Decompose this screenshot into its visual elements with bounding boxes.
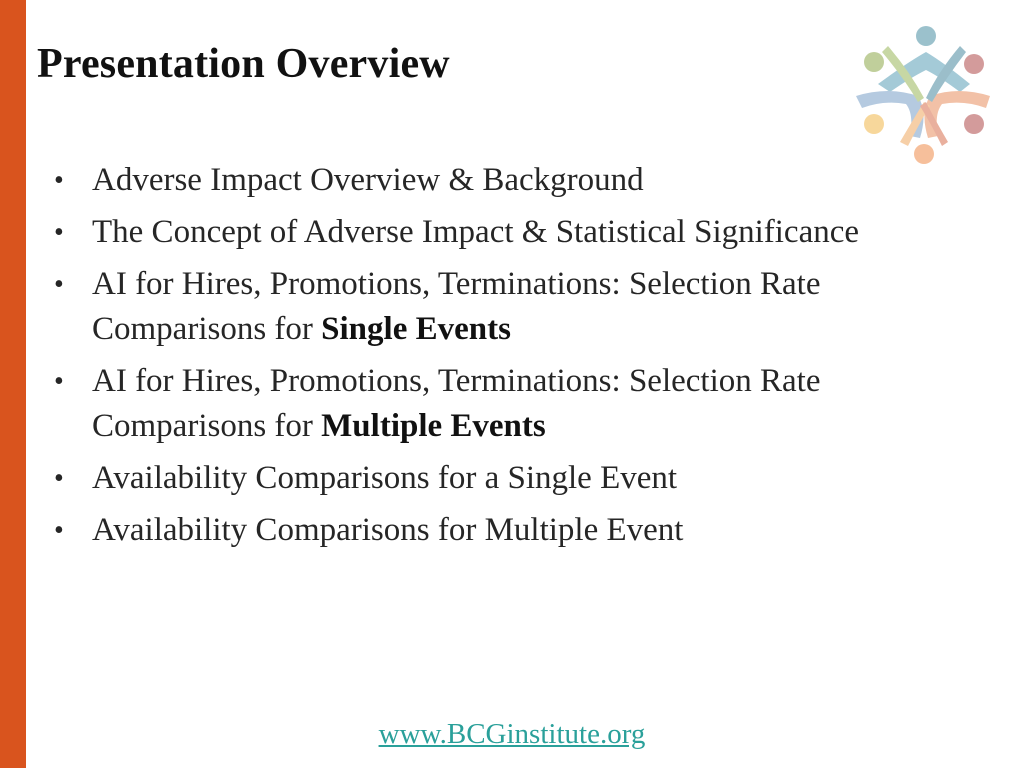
people-circle-logo-icon xyxy=(848,22,998,168)
bullet-dot: • xyxy=(54,463,64,494)
bullet-item xyxy=(52,508,982,553)
bullet-dot: • xyxy=(54,366,64,397)
bullet-text: Availability Comparisons for a Single Event xyxy=(92,460,678,496)
website-link[interactable]: www.BCGinstitute.org xyxy=(378,718,646,750)
bullet-text: Adverse Impact Overview & Background xyxy=(92,162,644,198)
bullet-item xyxy=(52,210,982,255)
accent-bar xyxy=(0,0,26,768)
bullet-text: AI for Hires, Promotions, Terminations: Selection Rate Comparisons for xyxy=(92,363,821,444)
bullet-dot: • xyxy=(54,165,64,196)
bullet-text: Availability Comparisons for Multiple Event xyxy=(92,512,684,548)
bullet-item xyxy=(52,158,982,203)
bullet-item xyxy=(52,456,982,501)
bullet-item xyxy=(52,262,982,352)
bullet-text: AI for Hires, Promotions, Terminations: Selection Rate Comparisons for xyxy=(92,266,821,347)
bullet-dot: • xyxy=(54,515,64,546)
bullet-text: The Concept of Adverse Impact & Statistical Significance xyxy=(92,214,860,250)
bullet-dot: • xyxy=(54,217,64,248)
slide-title: Presentation Overview xyxy=(37,41,450,87)
bullet-bold-text: Multiple Events xyxy=(321,408,546,444)
bullet-list xyxy=(52,158,982,560)
footer xyxy=(0,718,1024,751)
bullet-bold-text: Single Events xyxy=(321,311,511,347)
bullet-dot: • xyxy=(54,269,64,300)
bullet-item xyxy=(52,359,982,449)
